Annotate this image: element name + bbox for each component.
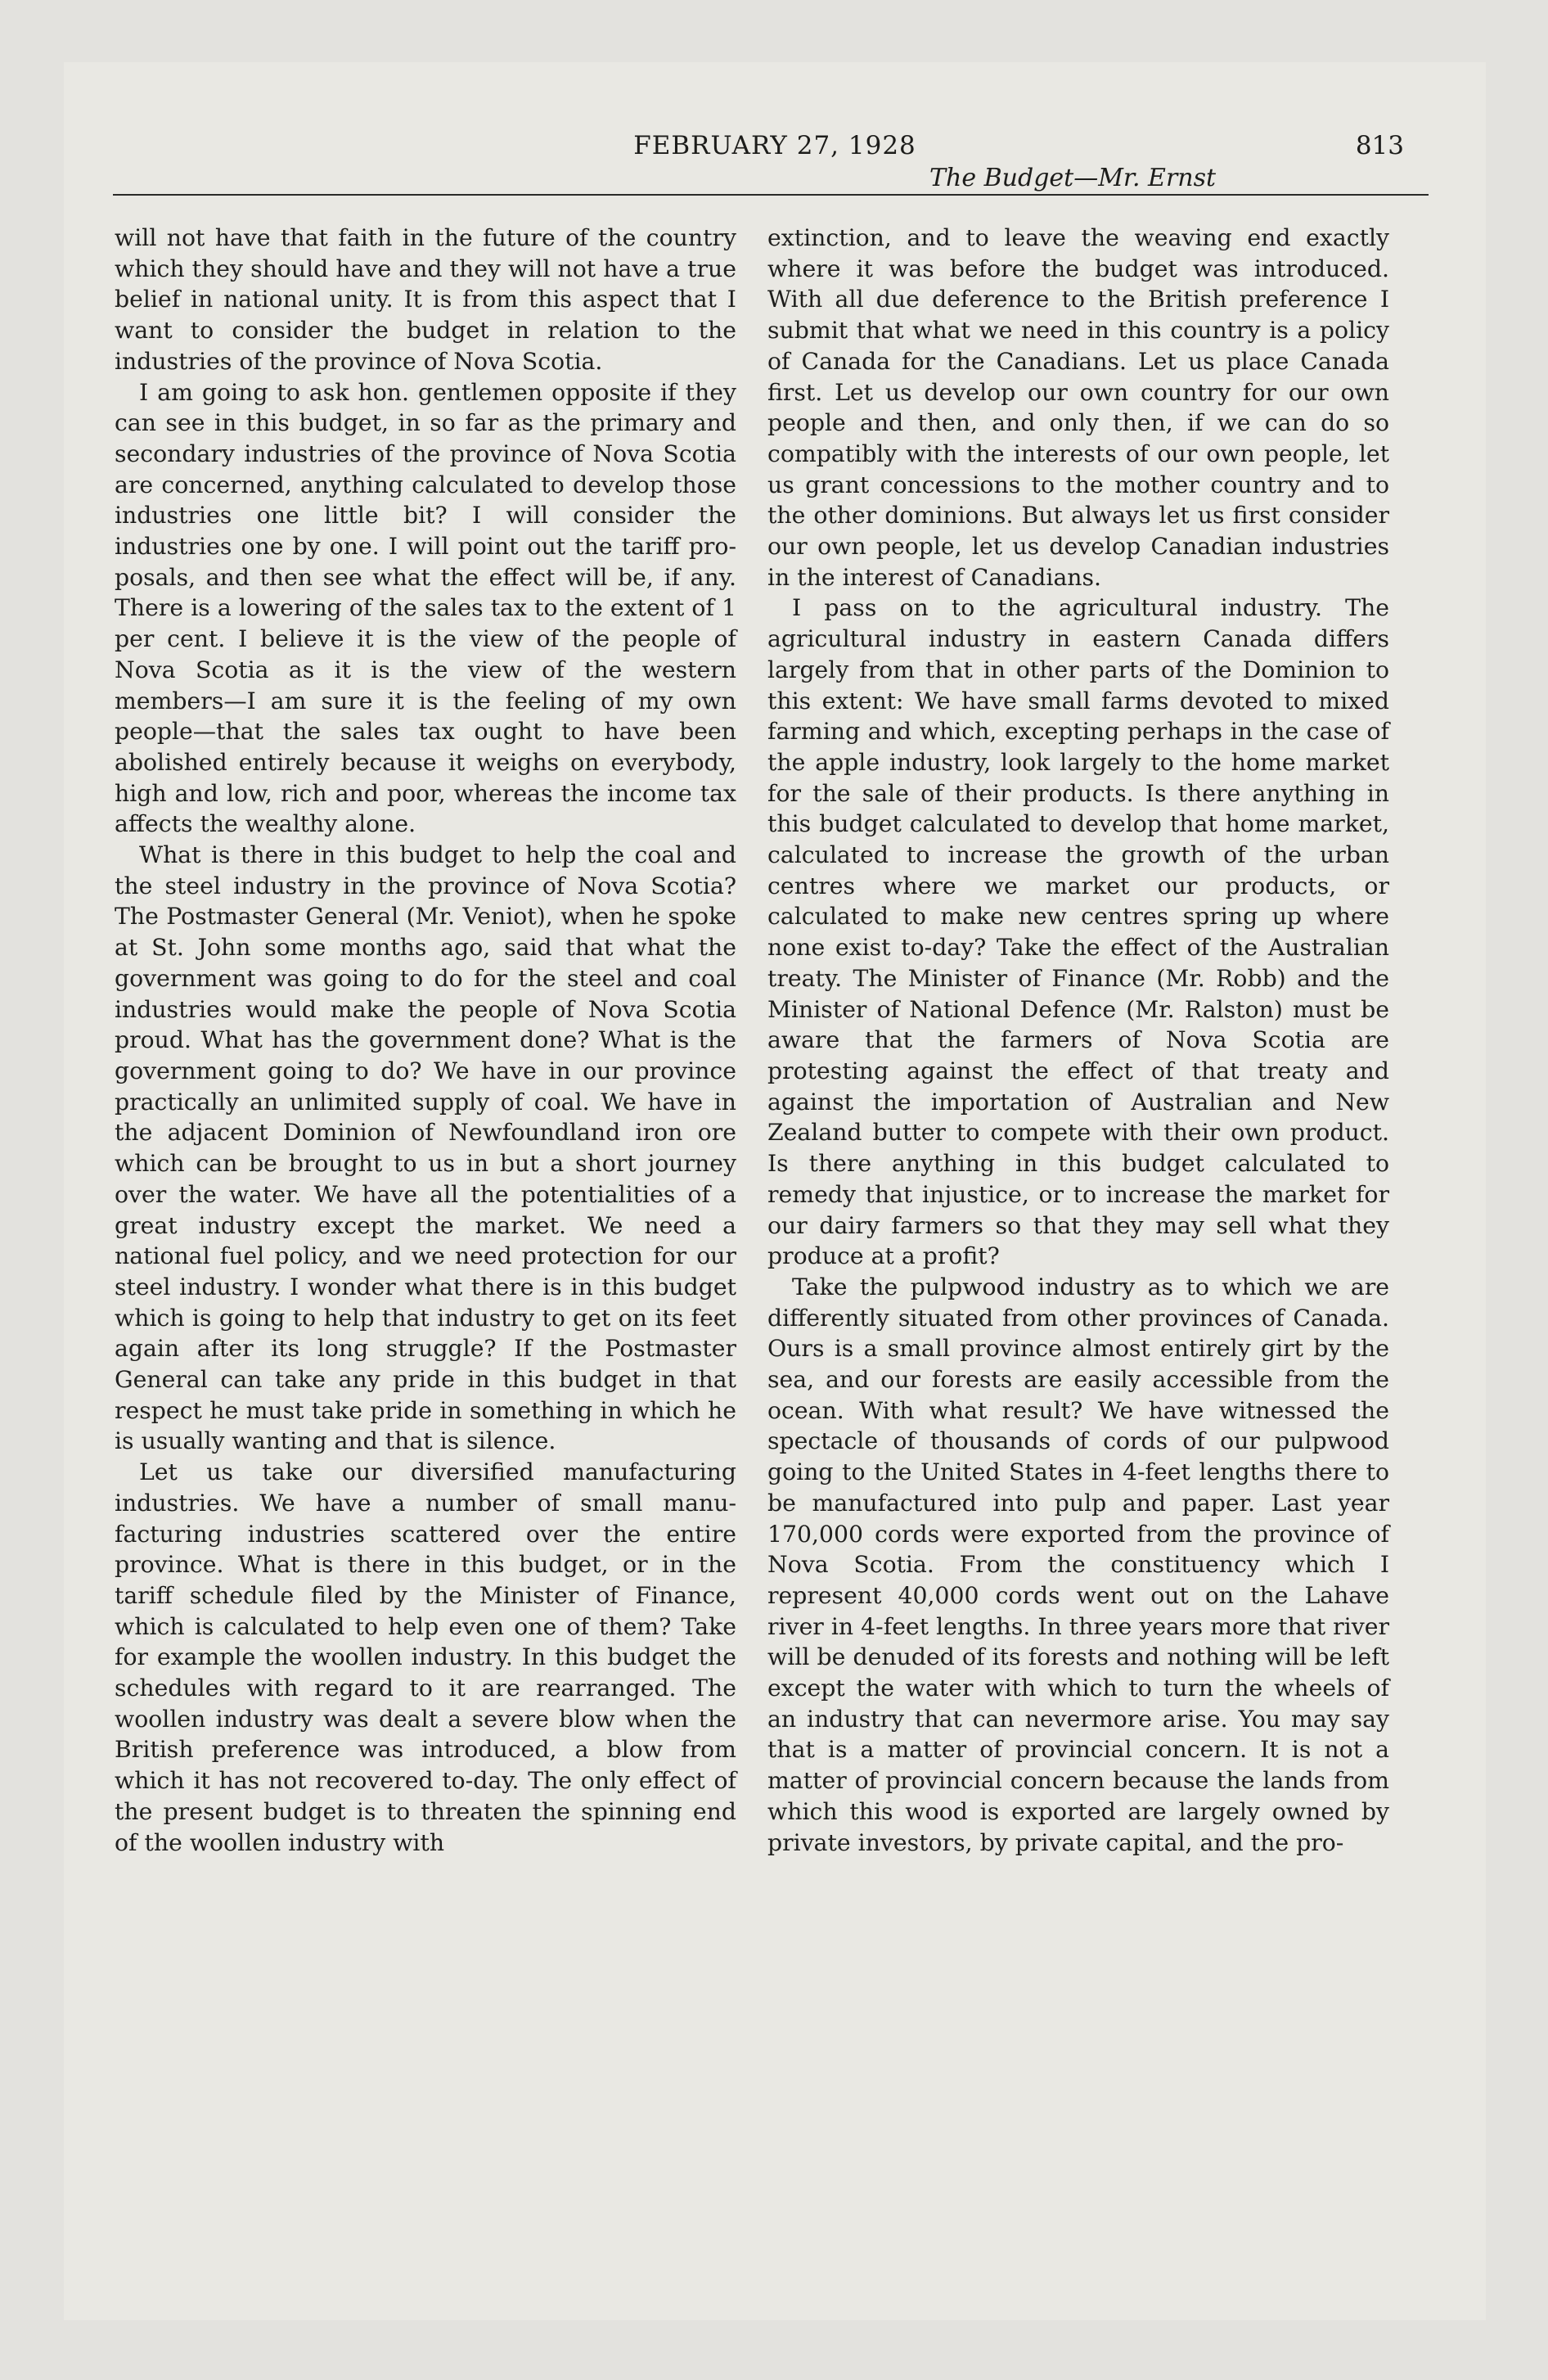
- paragraph: Let us take our diversified manufacturing industries. We have a number of small manufacturing industries scattered over the entire province. What is there in this budget, or in the tariff schedule filed by the Minister of Finance, which is calculated to help even one of them? Take for example the woollen industry. In this budget the schedules with regard to it are rearranged. The woollen industry was dealt a severe blow when the British preference was introduced, a blow from which it has not recovered to-day. The only effect of the present budget is to threaten the spinning end of the woollen industry with: [115, 1458, 736, 1856]
- header-date: FEBRUARY 27, 1928: [633, 131, 916, 160]
- paragraph: I am going to ask hon. gentlemen opposite if they can see in this budget, in so far as the primary and secondary industries of the province of Nova Scotia are concerned, anything calculated to develop those industries one little bit? I will consider the industries one by one. I will point out the tariff proposals, and then see what the effect will be, if any. There is a lowering of the sales tax to the extent of 1 per cent. I believe it is the view of the people of Nova Scotia as it is the view of the western members—I am sure it is the feeling of my own people—that the sales tax ought to have been abolished entirely because it weighs on everybody, high and low, rich and poor, whereas the income tax affects the wealthy alone.: [115, 378, 736, 838]
- document-page: [64, 62, 1486, 2320]
- left-column: [115, 223, 736, 1858]
- paragraph: What is there in this budget to help the coal and the steel industry in the province of Nova Scotia? The Postmaster General (Mr. Veniot), when he spoke at St. John some months ago, said that what the government was going to do for the steel and coal industries would make the people of Nova Scotia proud. What has the government done? What is the government going to do? We have in our province practically an unlimited supply of coal. We have in the adjacent Dominion of Newfoundland iron ore which can be brought to us in but a short journey over the water. We have all the potentialities of a great industry except the market. We need a national fuel policy, and we need protection for our steel industry. I wonder what there is in this budget which is going to help that industry to get on its feet again after its long struggle? If the Postmaster General can take any pride in this budget in that respect he must take pride in something in which he is usually wanting and that is silence.: [115, 841, 736, 1455]
- running-title: The Budget—Mr. Ernst: [929, 164, 1217, 192]
- paragraph: Take the pulpwood industry as to which we are differently situated from other provinces of Canada. Ours is a small province almost entirely girt by the sea, and our forests are easily accessible from the ocean. With what result? We have witnessed the spectacle of thousands of cords of our pulpwood going to the United States in 4-feet lengths there to be manufactured into pulp and paper. Last year 170,000 cords were exported from the province of Nova Scotia. From the constituency which I represent 40,000 cords went out on the Lahave river in 4-feet lengths. In three years more that river will be denuded of its forests and nothing will be left except the water with which to turn the wheels of an industry that can nevermore arise. You may say that is a matter of provincial concern. It is not a matter of provincial concern because the lands from which this wood is exported are largely owned by private investors, by private capital, and the pro-: [767, 1273, 1389, 1856]
- header-rule: [113, 194, 1429, 196]
- page-number: 813: [1355, 131, 1404, 160]
- paragraph: extinction, and to leave the weaving end exactly where it was before the budget was introduced. With all due deference to the British preference I submit that what we need in this country is a policy of Canada for the Canadians. Let us place Canada first. Let us develop our own country for our own people and then, and only then, if we can do so compatibly with the interests of our own people, let us grant concessions to the mother country and to the other dominions. But always let us first consider our own people, let us develop Canadian industries in the interest of Canadians.: [767, 224, 1389, 591]
- paragraph: will not have that faith in the future of the country which they should have and they will not have a true belief in national unity. It is from this aspect that I want to consider the budget in relation to the industries of the province of Nova Scotia.: [115, 224, 736, 375]
- right-column: [767, 223, 1389, 1858]
- paragraph: I pass on to the agricultural industry. The agricultural industry in eastern Canada differs largely from that in other parts of the Dominion to this extent: We have small farms devoted to mixed farming and which, excepting perhaps in the case of the apple industry, look largely to the home market for the sale of their products. Is there anything in this budget calculated to develop that home market, calculated to increase the growth of the urban centres where we market our products, or calculated to make new centres spring up where none exist to-day? Take the effect of the Australian treaty. The Minister of Finance (Mr. Robb) and the Minister of National Defence (Mr. Ralston) must be aware that the farmers of Nova Scotia are protesting against the effect of that treaty and against the importation of Australian and New Zealand butter to compete with their own product. Is there anything in this budget calculated to remedy that injustice, or to increase the market for our dairy farmers so that they may sell what they produce at a profit?: [767, 594, 1389, 1270]
- page-header: [64, 131, 1486, 229]
